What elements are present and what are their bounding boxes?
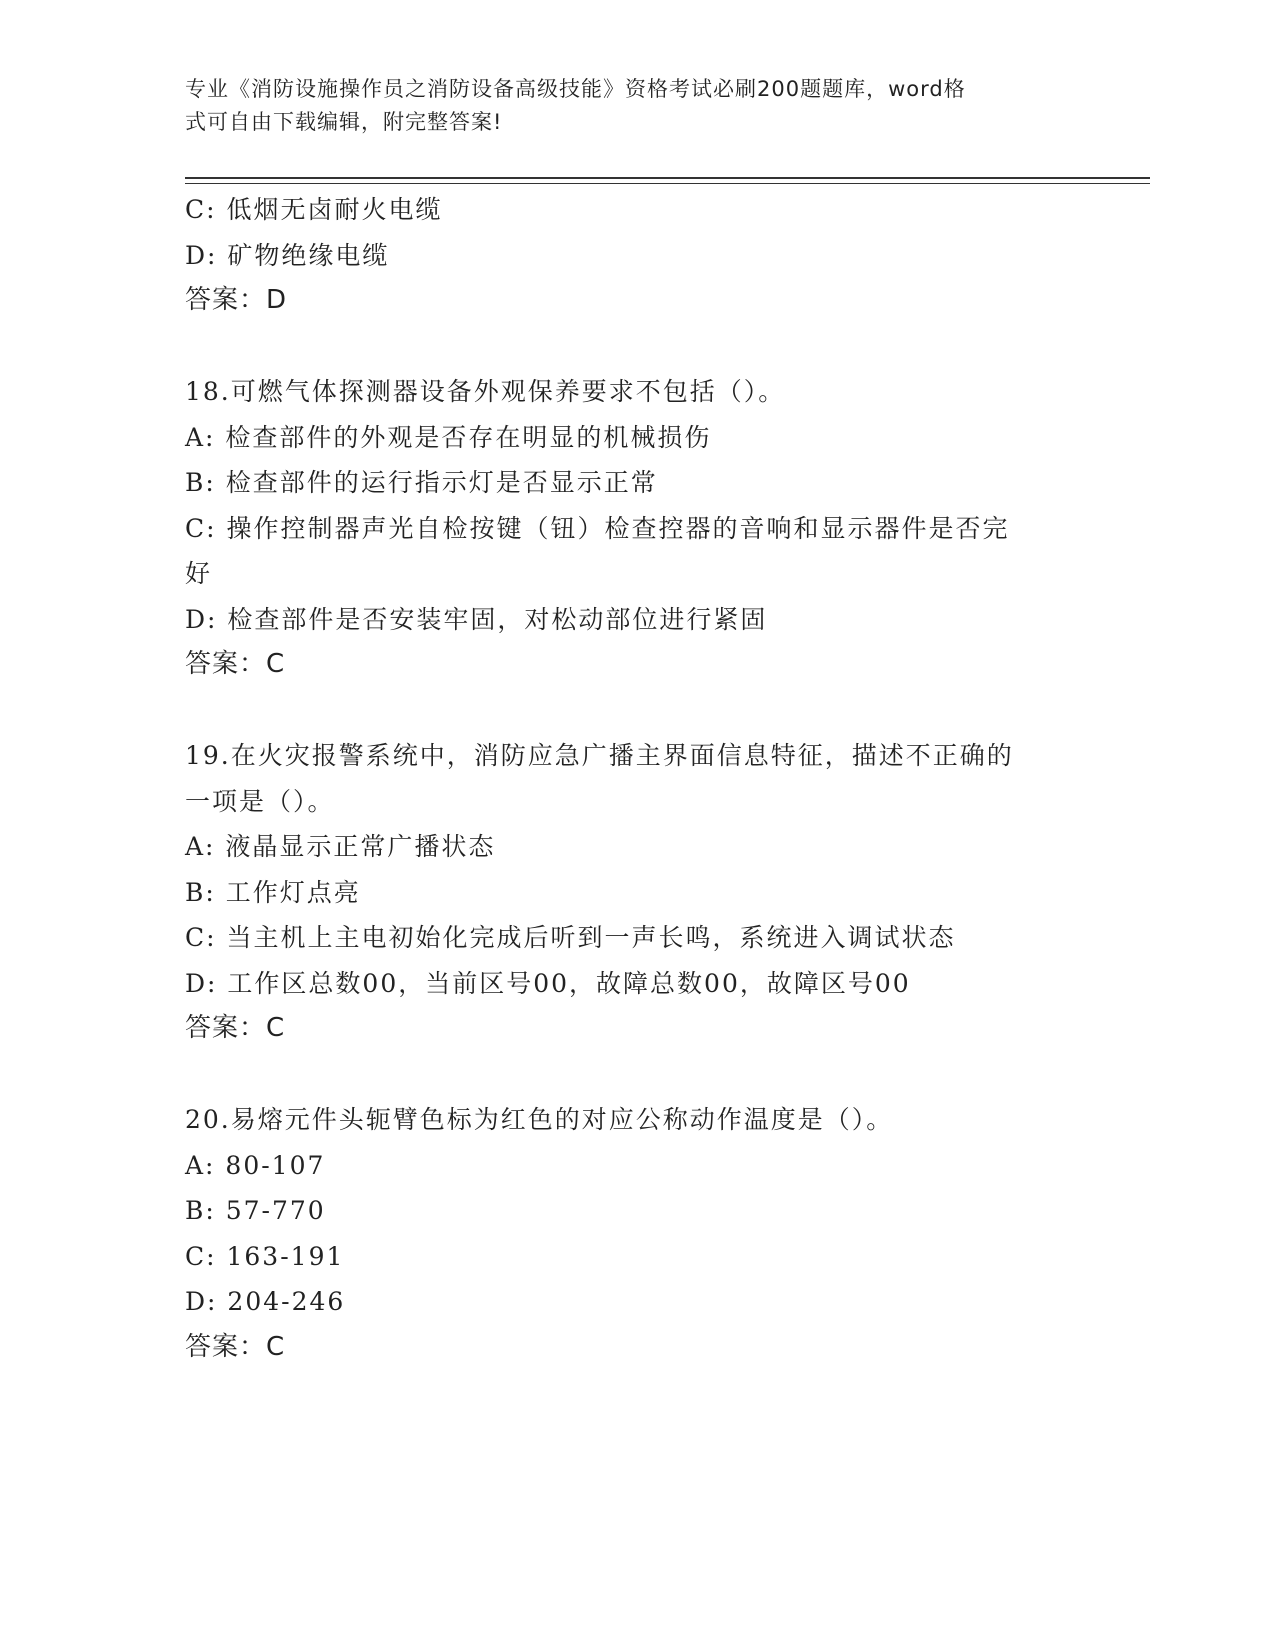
- spacer: [185, 324, 1085, 370]
- question-block-18: [185, 369, 1085, 688]
- question-text: 18.可燃气体探测器设备外观保养要求不包括（）。: [185, 377, 786, 406]
- question-list: [185, 187, 1085, 1370]
- question-text: 19.在火灾报警系统中，消防应急广播主界面信息特征，描述不正确的: [185, 741, 1014, 770]
- option-b: B: 检查部件的运行指示灯是否显示正常: [185, 468, 658, 497]
- option-d: D: 检查部件是否安装牢固，对松动部位进行紧固: [185, 604, 768, 634]
- option-c: C: 操作控制器声光自检按键（钮）检查控器的音响和显示器件是否完: [185, 513, 1010, 543]
- question-block-20: [185, 1097, 1085, 1370]
- option-a: A: 检查部件的外观是否存在明显的机械损伤: [185, 422, 712, 452]
- question-block-19: [185, 733, 1085, 1052]
- answer-line: 答案：C: [185, 649, 286, 679]
- option-a: A: 液晶显示正常广播状态: [185, 832, 496, 861]
- answer-line: 答案：D: [185, 285, 288, 315]
- option-c: C: 当主机上主电初始化完成后听到一声长鸣，系统进入调试状态: [185, 923, 956, 952]
- option-c-continued: 好: [185, 559, 213, 588]
- option-c: C: 低烟无卤耐火电缆: [185, 195, 443, 224]
- header-divider-thin: [185, 183, 1150, 184]
- question-text: 20.易熔元件头轭臂色标为红色的对应公称动作温度是（）。: [185, 1105, 894, 1134]
- spacer: [185, 688, 1085, 734]
- option-d: D: 204-246: [185, 1287, 346, 1316]
- option-d: D: 工作区总数00，当前区号00，故障总数00，故障区号00: [185, 968, 911, 998]
- option-b: B: 工作灯点亮: [185, 877, 361, 907]
- question-text-continued: 一项是（）。: [185, 786, 335, 816]
- answer-line: 答案：C: [185, 1331, 286, 1362]
- option-b: B: 57-770: [185, 1196, 326, 1225]
- spacer: [185, 1052, 1085, 1098]
- option-d: D: 矿物绝缘电缆: [185, 240, 390, 270]
- answer-line: 答案：C: [185, 1013, 286, 1043]
- option-c: C: 163-191: [185, 1241, 345, 1271]
- header-divider-thick: [185, 177, 1150, 179]
- header-title-line-2: 式可自由下载编辑，附完整答案!: [185, 110, 503, 134]
- header-title-line-1: 专业《消防设施操作员之消防设备高级技能》资格考试必刷200题题库，word格: [185, 77, 966, 101]
- document-header: [185, 73, 1065, 139]
- option-a: A: 80-107: [185, 1150, 326, 1180]
- question-block-17: [185, 187, 1085, 324]
